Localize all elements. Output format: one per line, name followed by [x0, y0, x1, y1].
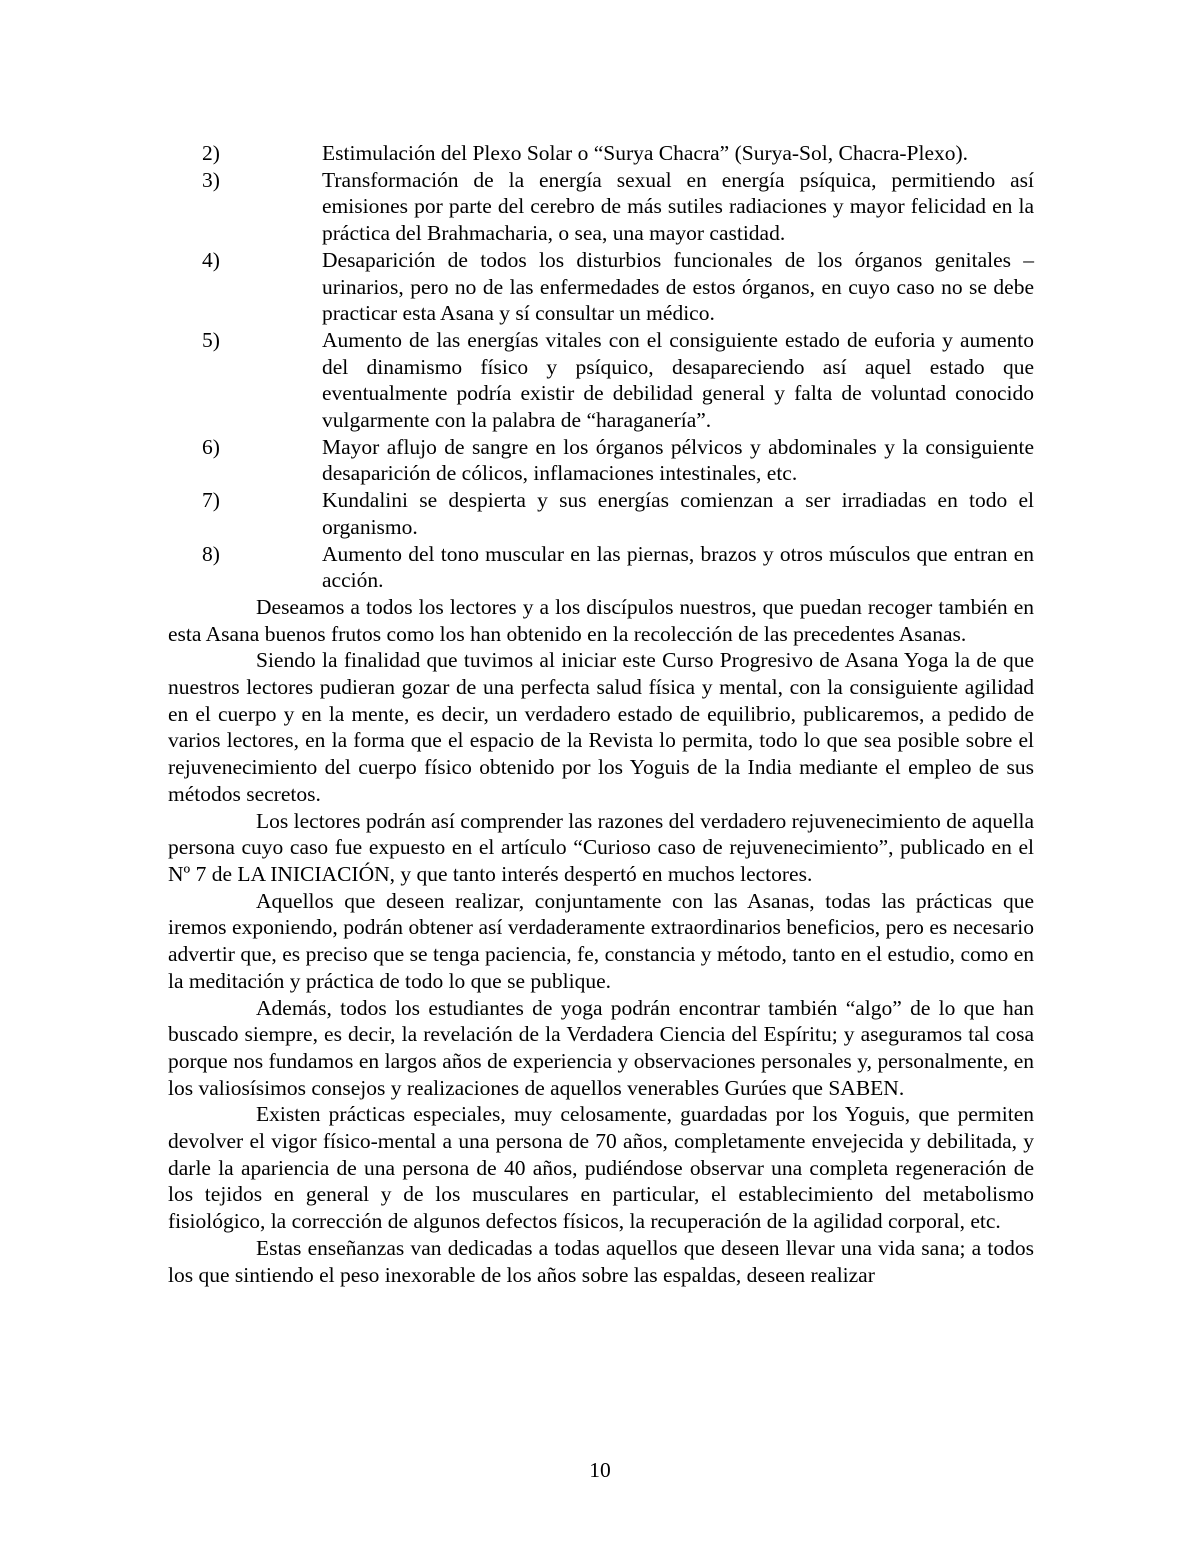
- paragraph: Aquellos que deseen realizar, conjuntamente con las Asanas, todas las prácticas que iremos exponiendo, podrán obtener así verdaderamente extraordinarios beneficios, pero es necesario advertir que, es preciso que se tenga paciencia, fe, constancia y método, tanto en el estudio, como en la meditación y práctica de todo lo que se publique.: [168, 888, 1034, 993]
- benefits-list: [168, 140, 1034, 594]
- list-item-text: Transformación de la energía sexual en energía psíquica, permitiendo así emisiones por parte del cerebro de más sutiles radiaciones y mayor felicidad en la práctica del Brahmacharia, o sea, una mayor castidad.: [322, 167, 1034, 246]
- list-item-text: Aumento de las energías vitales con el consiguiente estado de euforia y aumento del dinamismo físico y psíquico, desapareciendo así aquel estado que eventualmente podría existir de debilidad general y falta de voluntad conocido vulgarmente con la palabra de “haraganería”.: [322, 327, 1034, 433]
- list-item-number: 4): [202, 247, 220, 272]
- list-item: [168, 247, 1034, 327]
- list-item-text: Desaparición de todos los disturbios funcionales de los órganos genitales – urinarios, pero no de las enfermedades de estos órganos, en cuyo caso no se debe practicar esta Asana y sí consultar un médico.: [322, 247, 1034, 326]
- paragraph: Además, todos los estudiantes de yoga podrán encontrar también “algo” de lo que han buscado siempre, es decir, la revelación de la Verdadera Ciencia del Espíritu; y aseguramos tal cosa porque nos fundamos en largos años de experiencia y observaciones personales y, personalmente, en los valiosísimos consejos y realizaciones de aquellos venerables Gurúes que SABEN.: [168, 995, 1034, 1100]
- paragraph: Deseamos a todos los lectores y a los discípulos nuestros, que puedan recoger también en esta Asana buenos frutos como los han obtenido en la recolección de las precedentes Asanas.: [168, 594, 1034, 646]
- list-item: [168, 167, 1034, 247]
- list-item: [168, 140, 1034, 167]
- list-item: [168, 541, 1034, 594]
- paragraph: Los lectores podrán así comprender las razones del verdadero rejuvenecimiento de aquella persona cuyo caso fue expuesto en el artículo “Curioso caso de rejuvenecimiento”, publicado en el Nº 7 de LA INICIACIÓN, y que tanto interés despertó en muchos lectores.: [168, 808, 1034, 886]
- list-item-number: 3): [202, 167, 220, 192]
- list-item-text: Aumento del tono muscular en las piernas, brazos y otros músculos que entran en acción.: [322, 541, 1034, 593]
- paragraph: Estas enseñanzas van dedicadas a todas aquellos que deseen llevar una vida sana; a todos los que sintiendo el peso inexorable de los años sobre las espaldas, deseen realizar: [168, 1235, 1034, 1287]
- list-item: [168, 487, 1034, 540]
- page-number: 10: [589, 1458, 611, 1482]
- list-item: [168, 327, 1034, 434]
- list-item-number: 7): [202, 488, 220, 513]
- paragraph: Siendo la finalidad que tuvimos al iniciar este Curso Progresivo de Asana Yoga la de que nuestros lectores pudieran gozar de una perfecta salud física y mental, con la consiguiente agilidad en el cuerpo y en la mente, es decir, un verdadero estado de equilibrio, publicaremos, a pedido de varios lectores, en la forma que el espacio de la Revista lo permita, todo lo que sea posible sobre el rejuvenecimiento del cuerpo físico obtenido por los Yoguis de la India mediante el empleo de sus métodos secretos.: [168, 648, 1034, 806]
- list-item-text: Mayor aflujo de sangre en los órganos pélvicos y abdominales y la consiguiente desaparición de cólicos, inflamaciones intestinales, etc.: [322, 434, 1034, 486]
- paragraph: Existen prácticas especiales, muy celosamente, guardadas por los Yoguis, que permiten devolver el vigor físico-mental a una persona de 70 años, completamente envejecida y debilitada, y darle la apariencia de una persona de 40 años, pudiéndose observar una completa regeneración de los tejidos en general y de los musculares en particular, el establecimiento del metabolismo fisiológico, la corrección de algunos defectos físicos, la recuperación de la agilidad corporal, etc.: [168, 1102, 1034, 1234]
- page-body: [168, 140, 1034, 1288]
- list-item-text: Estimulación del Plexo Solar o “Surya Chacra” (Surya-Sol, Chacra-Plexo).: [322, 141, 969, 165]
- list-item-number: 5): [202, 327, 220, 352]
- list-item-number: 2): [202, 141, 220, 165]
- list-item: [168, 434, 1034, 487]
- list-item-number: 6): [202, 434, 220, 459]
- list-item-text: Kundalini se despierta y sus energías comienzan a ser irradiadas en todo el organismo.: [322, 488, 1034, 539]
- list-item-number: 8): [202, 541, 220, 566]
